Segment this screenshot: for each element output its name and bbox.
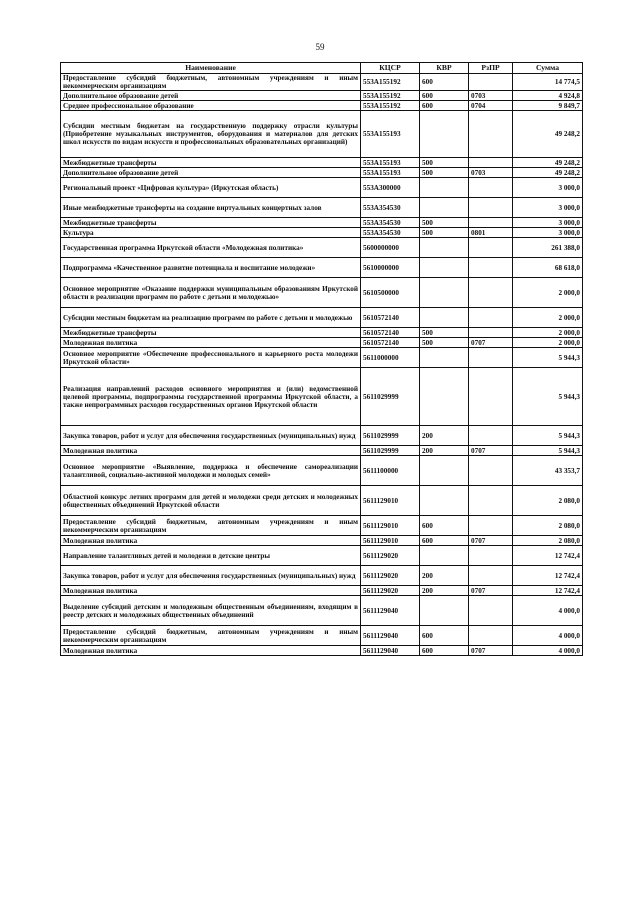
table-row <box>61 91 583 101</box>
cell-kvr: 500 <box>420 218 469 228</box>
cell-rzpr <box>469 516 513 536</box>
cell-kcsr: 553A155192 <box>361 74 420 91</box>
cell-kvr: 600 <box>420 646 469 656</box>
cell-name: Направление талантливых детей и молодежи в детские центры <box>61 546 361 566</box>
cell-kcsr: 553A354530 <box>361 228 420 238</box>
cell-kcsr: 5611129040 <box>361 646 420 656</box>
cell-kvr: 600 <box>420 626 469 646</box>
table-row <box>61 158 583 168</box>
cell-kcsr: 5611029999 <box>361 368 420 426</box>
header-kcsr: КЦСР <box>361 63 420 74</box>
cell-rzpr <box>469 218 513 228</box>
cell-name: Предоставление субсидий бюджетным, автономным учреждениям и иным некоммерческим организациям <box>61 74 361 91</box>
cell-kcsr: 553A155193 <box>361 168 420 178</box>
table-row <box>61 111 583 158</box>
cell-sum: 4 000,0 <box>513 626 583 646</box>
cell-name: Межбюджетные трансферты <box>61 218 361 228</box>
cell-sum: 2 080,0 <box>513 516 583 536</box>
cell-kcsr: 5611029999 <box>361 426 420 446</box>
cell-rzpr <box>469 626 513 646</box>
table-row <box>61 258 583 278</box>
cell-kvr: 600 <box>420 516 469 536</box>
cell-rzpr <box>469 368 513 426</box>
cell-kvr: 500 <box>420 168 469 178</box>
cell-sum: 261 388,0 <box>513 238 583 258</box>
cell-kvr: 500 <box>420 228 469 238</box>
cell-rzpr <box>469 198 513 218</box>
table-row <box>61 446 583 456</box>
cell-sum: 5 944,3 <box>513 446 583 456</box>
cell-rzpr: 0707 <box>469 446 513 456</box>
cell-sum: 5 944,3 <box>513 368 583 426</box>
cell-rzpr: 0703 <box>469 91 513 101</box>
cell-sum: 2 080,0 <box>513 536 583 546</box>
cell-kcsr: 5611129020 <box>361 546 420 566</box>
cell-name: Закупка товаров, работ и услуг для обеспечения государственных (муниципальных) нужд <box>61 566 361 586</box>
cell-name: Подпрограмма «Качественное развитие потенциала и воспитание молодежи» <box>61 258 361 278</box>
table-body <box>61 74 583 656</box>
cell-sum: 14 774,5 <box>513 74 583 91</box>
cell-name: Предоставление субсидий бюджетным, автономным учреждениям и иным некоммерческим организациям <box>61 626 361 646</box>
cell-sum: 3 000,0 <box>513 198 583 218</box>
cell-rzpr <box>469 426 513 446</box>
cell-kcsr: 5611100000 <box>361 456 420 486</box>
cell-kvr <box>420 486 469 516</box>
cell-kvr <box>420 278 469 308</box>
cell-kvr: 600 <box>420 74 469 91</box>
table-row <box>61 178 583 198</box>
header-name: Наименование <box>61 63 361 74</box>
table-row <box>61 338 583 348</box>
cell-rzpr <box>469 178 513 198</box>
cell-kcsr: 553A300000 <box>361 178 420 198</box>
cell-sum: 49 248,2 <box>513 168 583 178</box>
cell-sum: 3 000,0 <box>513 218 583 228</box>
cell-rzpr: 0707 <box>469 586 513 596</box>
cell-kvr <box>420 368 469 426</box>
cell-kcsr: 553A354530 <box>361 218 420 228</box>
cell-sum: 4 924,8 <box>513 91 583 101</box>
cell-kcsr: 5611129010 <box>361 516 420 536</box>
cell-rzpr: 0707 <box>469 646 513 656</box>
table-row <box>61 168 583 178</box>
cell-rzpr: 0707 <box>469 338 513 348</box>
cell-name: Молодежная политика <box>61 646 361 656</box>
cell-kvr: 500 <box>420 158 469 168</box>
cell-kcsr: 5611000000 <box>361 348 420 368</box>
cell-name: Молодежная политика <box>61 338 361 348</box>
cell-sum: 2 000,0 <box>513 338 583 348</box>
cell-rzpr <box>469 308 513 328</box>
cell-kcsr: 5610572140 <box>361 338 420 348</box>
cell-name: Реализация направлений расходов основного мероприятия и (или) ведомственной целевой программы, подпрограммы государственной программы Иркутской области, а также непрограммных расходов государственных органов Иркутской области <box>61 368 361 426</box>
cell-kvr <box>420 596 469 626</box>
cell-kcsr: 5611129010 <box>361 536 420 546</box>
cell-kcsr: 5611129020 <box>361 586 420 596</box>
cell-sum: 5 944,3 <box>513 348 583 368</box>
cell-rzpr <box>469 74 513 91</box>
cell-name: Иные межбюджетные трансферты на создание виртуальных концертных залов <box>61 198 361 218</box>
cell-rzpr <box>469 158 513 168</box>
table-row <box>61 626 583 646</box>
cell-kvr <box>420 258 469 278</box>
cell-name: Молодежная политика <box>61 446 361 456</box>
cell-name: Субсидии местным бюджетам на реализацию программ по работе с детьми и молодежью <box>61 308 361 328</box>
cell-kcsr: 5610572140 <box>361 328 420 338</box>
cell-sum: 2 000,0 <box>513 278 583 308</box>
cell-rzpr <box>469 111 513 158</box>
cell-name: Основное мероприятие «Оказание поддержки муниципальным образованиям Иркутской области в реализации программ по работе с детьми и молодежью» <box>61 278 361 308</box>
table-row <box>61 516 583 536</box>
table-row <box>61 278 583 308</box>
table-row <box>61 368 583 426</box>
cell-rzpr: 0707 <box>469 536 513 546</box>
header-kvr: КВР <box>420 63 469 74</box>
cell-kvr: 200 <box>420 566 469 586</box>
cell-name: Основное мероприятие «Обеспечение профессионального и карьерного роста молодежи Иркутской области» <box>61 348 361 368</box>
cell-kcsr: 5611129010 <box>361 486 420 516</box>
cell-name: Межбюджетные трансферты <box>61 328 361 338</box>
cell-sum: 12 742,4 <box>513 586 583 596</box>
cell-name: Государственная программа Иркутской области «Молодежная политика» <box>61 238 361 258</box>
cell-rzpr: 0704 <box>469 101 513 111</box>
cell-kcsr: 5611029999 <box>361 446 420 456</box>
cell-kvr: 500 <box>420 328 469 338</box>
cell-sum: 2 080,0 <box>513 486 583 516</box>
cell-kvr: 500 <box>420 338 469 348</box>
cell-name: Межбюджетные трансферты <box>61 158 361 168</box>
cell-kcsr: 5600000000 <box>361 238 420 258</box>
cell-kvr <box>420 178 469 198</box>
cell-name: Молодежная политика <box>61 586 361 596</box>
cell-kcsr: 5610000000 <box>361 258 420 278</box>
cell-sum: 2 000,0 <box>513 308 583 328</box>
cell-kcsr: 553A155193 <box>361 158 420 168</box>
cell-sum: 49 248,2 <box>513 111 583 158</box>
cell-kcsr: 5611129020 <box>361 566 420 586</box>
cell-sum: 2 000,0 <box>513 328 583 338</box>
cell-kcsr: 553A354530 <box>361 198 420 218</box>
cell-rzpr: 0801 <box>469 228 513 238</box>
cell-name: Областной конкурс летних программ для детей и молодежи среди детских и молодежных общественных объединений Иркутской области <box>61 486 361 516</box>
cell-name: Дополнительное образование детей <box>61 91 361 101</box>
table-row <box>61 74 583 91</box>
table-row <box>61 536 583 546</box>
cell-rzpr <box>469 278 513 308</box>
cell-kvr <box>420 238 469 258</box>
cell-kvr <box>420 348 469 368</box>
budget-table <box>60 62 583 656</box>
cell-name: Основное мероприятие «Выявление, поддержка и обеспечение самореализации талантливой, социально-активной молодежи и молодых семей» <box>61 456 361 486</box>
cell-sum: 49 248,2 <box>513 158 583 168</box>
table-row <box>61 228 583 238</box>
cell-name: Закупка товаров, работ и услуг для обеспечения государственных (муниципальных) нужд <box>61 426 361 446</box>
table-row <box>61 586 583 596</box>
cell-name: Региональный проект «Цифровая культура» (Иркутская область) <box>61 178 361 198</box>
table-row <box>61 596 583 626</box>
cell-rzpr <box>469 486 513 516</box>
cell-kcsr: 553A155192 <box>361 91 420 101</box>
cell-sum: 5 944,3 <box>513 426 583 446</box>
cell-name: Предоставление субсидий бюджетным, автономным учреждениям и иным некоммерческим организациям <box>61 516 361 536</box>
table-row <box>61 238 583 258</box>
cell-kvr <box>420 456 469 486</box>
cell-name: Культура <box>61 228 361 238</box>
cell-kcsr: 5610572140 <box>361 308 420 328</box>
cell-rzpr <box>469 566 513 586</box>
table-row <box>61 218 583 228</box>
table-row <box>61 426 583 446</box>
page-number: 59 <box>315 42 325 52</box>
table-row <box>61 328 583 338</box>
cell-kvr <box>420 198 469 218</box>
cell-rzpr: 0703 <box>469 168 513 178</box>
table-row <box>61 101 583 111</box>
cell-kvr: 600 <box>420 91 469 101</box>
cell-kvr: 200 <box>420 426 469 446</box>
cell-rzpr <box>469 328 513 338</box>
cell-rzpr <box>469 238 513 258</box>
cell-sum: 12 742,4 <box>513 566 583 586</box>
cell-sum: 9 849,7 <box>513 101 583 111</box>
cell-kcsr: 5611129040 <box>361 626 420 646</box>
cell-kvr: 200 <box>420 446 469 456</box>
header-sum: Сумма <box>513 63 583 74</box>
cell-sum: 3 000,0 <box>513 228 583 238</box>
cell-sum: 4 000,0 <box>513 596 583 626</box>
header-rzpr: РзПР <box>469 63 513 74</box>
table-row <box>61 456 583 486</box>
cell-kcsr: 553A155192 <box>361 101 420 111</box>
cell-rzpr <box>469 258 513 278</box>
cell-kcsr: 553A155193 <box>361 111 420 158</box>
cell-sum: 3 000,0 <box>513 178 583 198</box>
table-row <box>61 646 583 656</box>
cell-name: Выделение субсидий детским и молодежным общественным объединениям, входящим в реестр детских и молодежных общественных объединений <box>61 596 361 626</box>
table-row <box>61 486 583 516</box>
cell-sum: 43 353,7 <box>513 456 583 486</box>
cell-sum: 4 000,0 <box>513 646 583 656</box>
cell-name: Среднее профессиональное образование <box>61 101 361 111</box>
table-row <box>61 348 583 368</box>
table-row <box>61 546 583 566</box>
table-row <box>61 198 583 218</box>
cell-kvr <box>420 111 469 158</box>
cell-kcsr: 5610500000 <box>361 278 420 308</box>
cell-kvr <box>420 308 469 328</box>
cell-name: Субсидии местным бюджетам на государственную поддержку отрасли культуры (Приобретение музыкальных инструментов, оборудования и материалов для детских школ искусств по видам искусств и профессиональных образовательных организаций) <box>61 111 361 158</box>
table-row <box>61 566 583 586</box>
cell-sum: 68 618,0 <box>513 258 583 278</box>
cell-rzpr <box>469 456 513 486</box>
cell-kvr: 600 <box>420 536 469 546</box>
table-row <box>61 308 583 328</box>
table-header-row <box>61 63 583 74</box>
cell-kcsr: 5611129040 <box>361 596 420 626</box>
cell-rzpr <box>469 596 513 626</box>
cell-sum: 12 742,4 <box>513 546 583 566</box>
cell-kvr <box>420 546 469 566</box>
cell-rzpr <box>469 546 513 566</box>
cell-kvr: 200 <box>420 586 469 596</box>
cell-name: Дополнительное образование детей <box>61 168 361 178</box>
cell-name: Молодежная политика <box>61 536 361 546</box>
cell-rzpr <box>469 348 513 368</box>
cell-kvr: 600 <box>420 101 469 111</box>
